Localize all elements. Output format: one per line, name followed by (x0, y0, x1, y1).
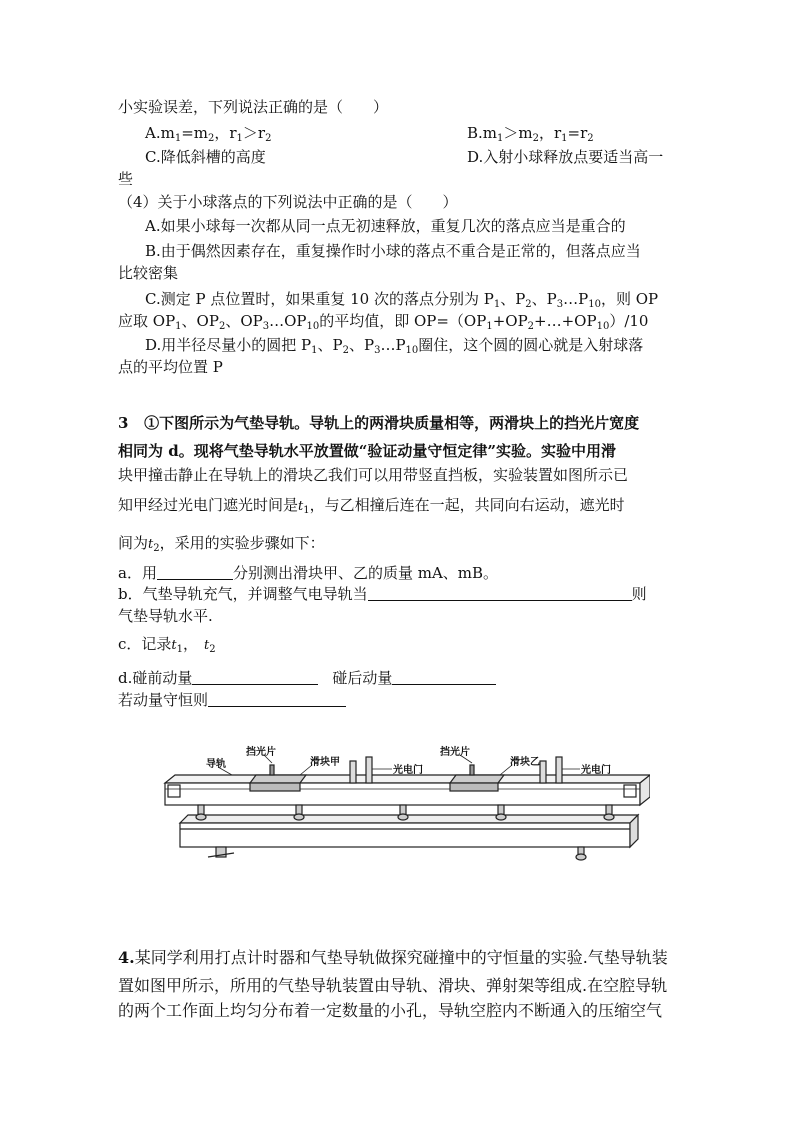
option-d-continuation: 些 (118, 170, 134, 188)
option-b: $B.m_1>m_2$，$r_1=r_2$ (467, 124, 594, 144)
option-c: C.降低斜槽的高度 (145, 148, 266, 166)
question-3-line3: 块甲撞击静止在导轨上的滑块乙我们可以用带竖直挡板，实验装置如图所示已 (118, 466, 629, 484)
step-b-continuation: 气垫导轨水平. (118, 607, 213, 625)
answer-blank[interactable] (157, 565, 233, 580)
question-number: 3 (118, 414, 129, 432)
question-4-line3: 的两个工作面上均匀分布着一定数量的小孔，导轨空腔内不断通入的压缩空气 (118, 1001, 663, 1020)
figure-label: 滑块甲 (310, 757, 340, 768)
figure-label: 光电门 (393, 765, 423, 776)
question-4-line2: 置如图甲所示，所用的气垫导轨装置由导轨、滑块、弹射架等组成.在空腔导轨 (118, 976, 668, 995)
subq4-option-c: C.测定 P 点位置时，如果重复 10 次的落点分别为 $P_1$、$P_2$、$P_3\dots P_{10}$，则 OP (145, 290, 659, 310)
subq4-option-d: D.用半径尽量小的圆把 $P_1$、$P_2$、$P_3\dots P_{10}$圈住，这个圆的圆心就是入射球落 (145, 336, 644, 356)
step-d: d.碰前动量 碰后动量 (118, 667, 496, 689)
question-3-line2: 相同为 d。现将气垫导轨水平放置做“验证动量守恒定律”实验。实验中用滑 (118, 442, 616, 460)
step-a: a．用 分别测出滑块甲、乙的质量 mA、mB。 (118, 564, 499, 582)
air-track-figure (160, 745, 650, 875)
figure-label: 挡光片 (440, 747, 470, 758)
question-4-line1: 4.某同学利用打点计时器和气垫导轨做探究碰撞中的守恒量的实验.气垫导轨装 (118, 948, 668, 967)
question-3-line5: 间为$t_2$，采用的实验步骤如下： (118, 534, 325, 554)
option-d: D.入射小球释放点要适当高一 (467, 148, 664, 166)
figure-label: 光电门 (581, 765, 611, 776)
question-3-line4: 知甲经过光电门遮光时间是$t_1$，与乙相撞后连在一起，共同向右运动，遮光时 (118, 496, 625, 516)
subq4-option-b-continuation: 比较密集 (118, 264, 179, 282)
step-b: b．气垫导轨充气，并调整气电导轨当 则 (118, 585, 647, 603)
subq4-option-a: A.如果小球每一次都从同一点无初速释放，重复几次的落点应当是重合的 (145, 217, 626, 235)
answer-blank[interactable] (192, 670, 318, 685)
option-a: $A.m_1=m_2$，$r_1>r_2$ (145, 124, 272, 144)
figure-label: 导轨 (206, 759, 226, 770)
question-3-line1: 3 ①下图所示为气垫导轨。导轨上的两滑块质量相等，两滑块上的挡光片宽度 (118, 414, 640, 432)
figure-label: 滑块乙 (510, 757, 540, 768)
question-stem-continuation: 小实验误差，下列说法正确的是（ ） (118, 98, 389, 116)
answer-blank[interactable] (392, 670, 496, 685)
step-e: 若动量守恒则 (118, 689, 346, 711)
subq4-option-c-continuation: 应取 $OP_1$、$OP_2$、$OP_3\dots OP_{10}$的平均值，即 $OP=(OP_1+OP_2+\dots+OP_{10})/10$ (118, 312, 649, 332)
answer-blank[interactable] (368, 586, 632, 601)
subq4-option-d-continuation: 点的平均位置 P (118, 358, 223, 376)
answer-blank[interactable] (208, 692, 346, 707)
subquestion-4-title: （4）关于小球落点的下列说法中正确的是（ ） (118, 193, 458, 211)
figure-label: 挡光片 (246, 747, 276, 758)
step-c: c．记录$t_1$， $t_2$ (118, 635, 216, 655)
subq4-option-b: B.由于偶然因素存在，重复操作时小球的落点不重合是正常的，但落点应当 (145, 242, 641, 260)
question-number: 4. (118, 948, 135, 967)
